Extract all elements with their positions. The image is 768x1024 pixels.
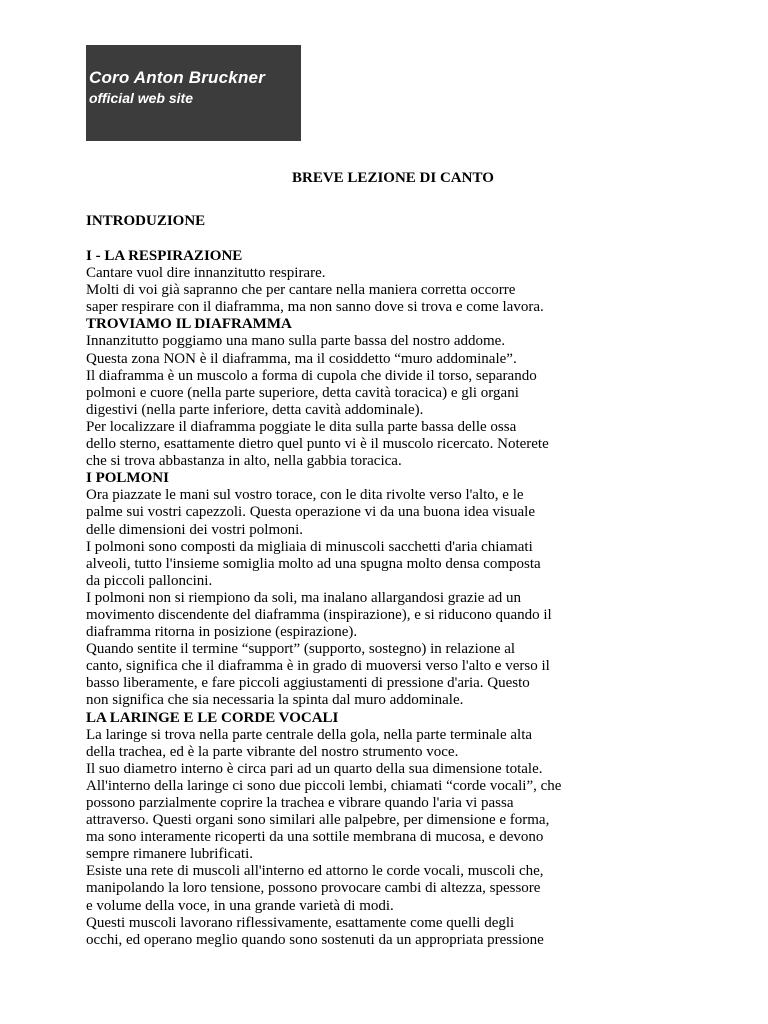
body-text-line: palme sui vostri capezzoli. Questa operazione vi da una buona idea visuale <box>86 504 536 521</box>
document-title: BREVE LEZIONE DI CANTO <box>292 170 494 186</box>
intro-heading: INTRODUZIONE <box>86 213 206 229</box>
body-text-line: I polmoni sono composti da migliaia di minuscoli sacchetti d'aria chiamati <box>86 538 533 555</box>
body-text-line: della trachea, ed è la parte vibrante del nostro strumento voce. <box>86 743 459 760</box>
body-text-line: La laringe si trova nella parte centrale della gola, nella parte terminale alta <box>86 726 533 743</box>
body-text-line: canto, significa che il diaframma è in grado di muoversi verso l'alto e verso il <box>86 658 550 675</box>
body-text-line: manipolando la loro tensione, possono provocare cambi di altezza, spessore <box>86 880 541 897</box>
logo-title: Coro Anton Bruckner <box>89 68 266 87</box>
body-text-line: I polmoni non si riempiono da soli, ma inalano allargandosi grazie ad un <box>86 589 522 606</box>
logo-subtitle: official web site <box>89 90 193 106</box>
body-text-line: da piccoli palloncini. <box>86 572 213 589</box>
body-text-line: possono parzialmente coprire la trachea e vibrare quando l'aria vi passa <box>86 795 514 811</box>
body-text-line: che si trova abbastanza in alto, nella gabbia toracica. <box>86 453 402 470</box>
body-text-line: sempre rimanere lubrificati. <box>86 846 254 863</box>
body-text-line: ma sono interamente ricoperti da una sottile membrana di mucosa, e devono <box>86 829 544 846</box>
body-text-line: dello sterno, esattamente dietro quel punto vi è il muscolo ricercato. Noterete <box>86 436 549 453</box>
document-body <box>86 248 756 949</box>
body-text-line: Quando sentite il termine “support” (supporto, sostegno) in relazione al <box>86 641 516 658</box>
body-text-line: saper respirare con il diaframma, ma non sanno dove si trova e come lavora. <box>86 299 544 316</box>
section-heading: I POLMONI <box>86 470 169 487</box>
section-heading: TROVIAMO IL DIAFRAMMA <box>86 316 292 333</box>
body-text-line: Esiste una rete di muscoli all'interno ed attorno le corde vocali, muscoli che, <box>86 863 544 880</box>
body-text-line: Innanzitutto poggiamo una mano sulla parte bassa del nostro addome. <box>86 333 506 350</box>
body-text-line: Il suo diametro interno è circa pari ad un quarto della sua dimensione totale. <box>86 760 543 777</box>
body-text-line: Cantare vuol dire innanzitutto respirare. <box>86 265 326 282</box>
body-text-line: polmoni e cuore (nella parte superiore, detta cavità toracica) e gli organi <box>86 384 519 401</box>
body-text-line: Ora piazzate le mani sul vostro torace, con le dita rivolte verso l'alto, e le <box>86 487 524 504</box>
body-text-line: Questa zona NON è il diaframma, ma il cosiddetto “muro addominale”. <box>86 350 517 367</box>
body-text-line: diaframma ritorna in posizione (espirazione). <box>86 624 358 641</box>
body-text-line: digestivi (nella parte inferiore, detta cavità addominale). <box>86 401 424 418</box>
body-text-line: occhi, ed operano meglio quando sono sostenuti da un appropriata pressione <box>86 931 544 948</box>
body-text-line: attraverso. Questi organi sono similari alle palpebre, per dimensione e forma, <box>86 812 550 829</box>
body-text-line: movimento discendente del diaframma (inspirazione), e si riducono quando il <box>86 606 552 623</box>
body-text-line: Il diaframma è un muscolo a forma di cupola che divide il torso, separando <box>86 367 537 384</box>
body-text-line: non significa che sia necessaria la spinta dal muro addominale. <box>86 692 464 709</box>
body-text-line: basso liberamente, e fare piccoli aggiustamenti di pressione d'aria. Questo <box>86 675 530 692</box>
body-text-line: All'interno della laringe ci sono due piccoli lembi, chiamati “corde vocali”, che <box>86 777 562 794</box>
body-text-line: Questi muscoli lavorano riflessivamente, esattamente come quelli degli <box>86 914 515 931</box>
site-logo[interactable] <box>86 45 301 141</box>
body-text-line: Molti di voi già sapranno che per cantare nella maniera corretta occorre <box>86 282 516 299</box>
body-text-line: Per localizzare il diaframma poggiate le dita sulla parte bassa delle ossa <box>86 418 517 435</box>
body-text-line: delle dimensioni dei vostri polmoni. <box>86 521 304 538</box>
body-text-line: alveoli, tutto l'insieme somiglia molto ad una spugna molto densa composta <box>86 555 541 572</box>
section-heading: I - LA RESPIRAZIONE <box>86 248 243 264</box>
body-text-line: e volume della voce, in una grande varietà di modi. <box>86 897 394 914</box>
section-heading: LA LARINGE E LE CORDE VOCALI <box>86 709 339 726</box>
